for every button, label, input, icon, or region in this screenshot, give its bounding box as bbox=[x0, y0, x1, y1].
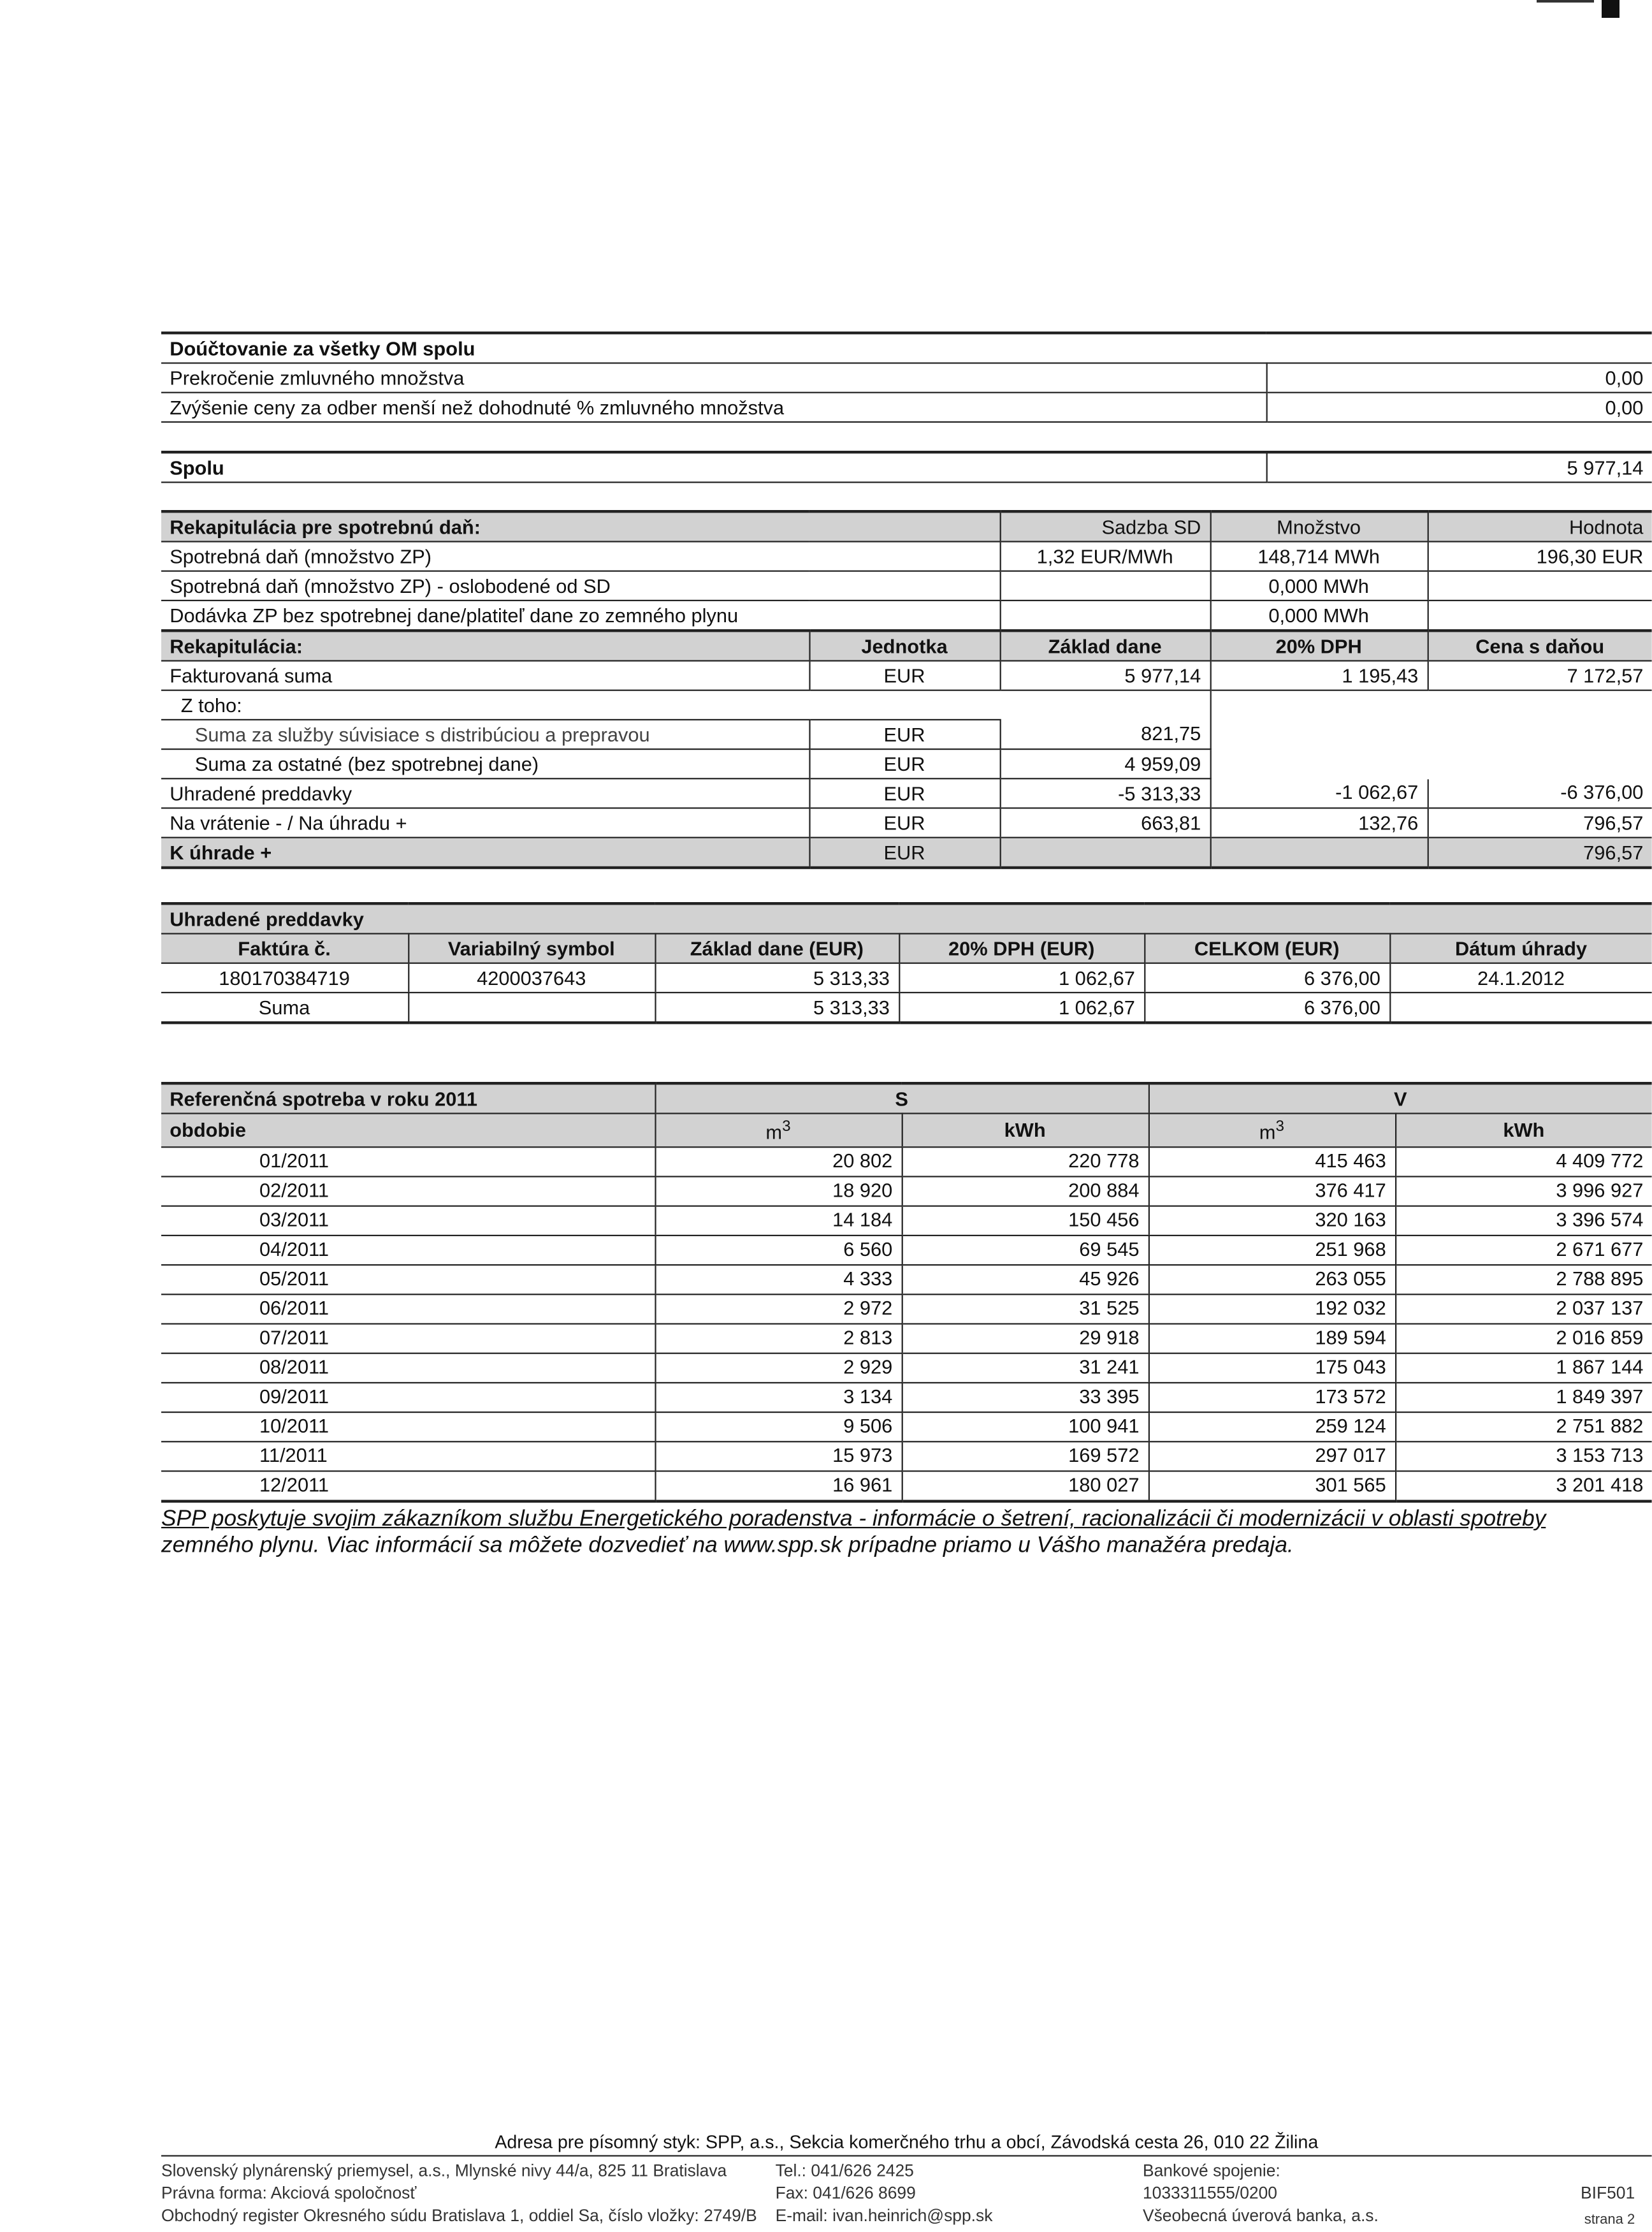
reference-value: 2 037 137 bbox=[1395, 1294, 1652, 1324]
settlement-title: Doúčtovanie za všetky OM spolu bbox=[161, 333, 1652, 363]
reference-period: 06/2011 bbox=[161, 1294, 655, 1324]
excise-row-qty: 0,000 MWh bbox=[1210, 601, 1428, 631]
excise-qty-header: Množstvo bbox=[1210, 511, 1428, 541]
reference-period: 03/2011 bbox=[161, 1206, 655, 1235]
reference-value: 4 409 772 bbox=[1395, 1147, 1652, 1176]
recap-dist-unit: EUR bbox=[809, 720, 999, 749]
footer-company: Slovenský plynárenský priemysel, a.s., Mlynské nivy 44/a, 825 11 Bratislava bbox=[161, 2161, 727, 2180]
recap-paid-vat: -1 062,67 bbox=[1210, 778, 1428, 808]
footer-bank-name: Všeobecná úverová banka, a.s. bbox=[1143, 2205, 1379, 2226]
reference-table bbox=[161, 1082, 1652, 1502]
recap-refund-label: Na vrátenie - / Na úhradu + bbox=[161, 808, 809, 838]
reference-value: 2 788 895 bbox=[1395, 1264, 1652, 1294]
recap-other-label: Suma za ostatné (bez spotrebnej dane) bbox=[161, 749, 809, 778]
reference-row bbox=[161, 1471, 1652, 1501]
reference-value: 14 184 bbox=[655, 1206, 901, 1235]
reference-value: 2 671 677 bbox=[1395, 1235, 1652, 1264]
settlement-row-label: Zvýšenie ceny za odber menší než dohodnuté % zmluvného množstva bbox=[161, 393, 1266, 422]
reference-value: 263 055 bbox=[1148, 1264, 1395, 1294]
reference-value: 175 043 bbox=[1148, 1353, 1395, 1382]
advances-table bbox=[161, 902, 1652, 1024]
recap-paid-base: -5 313,33 bbox=[1000, 778, 1210, 808]
reference-unit-kwh: kWh bbox=[902, 1114, 1148, 1147]
recap-dist-label: Suma za služby súvisiace s distribúciou a prepravou bbox=[161, 720, 809, 749]
advances-cell: 5 313,33 bbox=[655, 963, 899, 993]
excise-rate-header: Sadzba SD bbox=[1000, 511, 1210, 541]
settlement-row-value: 0,00 bbox=[1266, 393, 1652, 422]
footer-email: E-mail: ivan.heinrich@spp.sk bbox=[775, 2205, 993, 2226]
recap-invoiced-label: Fakturovaná suma bbox=[161, 661, 809, 690]
excise-row-qty: 148,714 MWh bbox=[1210, 542, 1428, 571]
recap-due-label: K úhrade + bbox=[161, 838, 809, 868]
reference-period: 09/2011 bbox=[161, 1382, 655, 1411]
reference-value: 31 525 bbox=[902, 1294, 1148, 1324]
reference-value: 15 973 bbox=[655, 1441, 901, 1471]
notice-line-1: SPP poskytuje svojim zákazníkom službu Energetického poradenstva - informácie o šetrení, racionalizácii či modernizácii v oblasti spotreby bbox=[161, 1507, 1546, 1531]
reference-value: 6 560 bbox=[655, 1235, 901, 1264]
reference-unit-kwh: kWh bbox=[1395, 1114, 1652, 1147]
excise-row-value bbox=[1428, 601, 1652, 631]
footer-form-code: BIF501 bbox=[1581, 2183, 1635, 2203]
reference-value: 1 849 397 bbox=[1395, 1382, 1652, 1411]
reference-row bbox=[161, 1382, 1652, 1411]
advances-cell: 1 062,67 bbox=[899, 963, 1144, 993]
excise-row-rate: 1,32 EUR/MWh bbox=[1000, 542, 1210, 571]
excise-value-header: Hodnota bbox=[1428, 511, 1652, 541]
reference-value: 189 594 bbox=[1148, 1324, 1395, 1353]
advances-sum-cell: 1 062,67 bbox=[899, 993, 1144, 1023]
reference-value: 3 134 bbox=[655, 1382, 901, 1411]
recap-refund-total: 796,57 bbox=[1428, 808, 1652, 838]
recap-total-header: Cena s daňou bbox=[1428, 631, 1652, 660]
reference-value: 29 918 bbox=[902, 1324, 1148, 1353]
advances-sum-cell: 6 376,00 bbox=[1144, 993, 1389, 1023]
reference-period: 10/2011 bbox=[161, 1411, 655, 1441]
scan-edge-line bbox=[1537, 0, 1594, 3]
reference-row bbox=[161, 1353, 1652, 1382]
footer-page-number: strana 2 bbox=[1584, 2212, 1635, 2228]
reference-value: 3 996 927 bbox=[1395, 1176, 1652, 1206]
reference-value: 2 972 bbox=[655, 1294, 901, 1324]
advances-col-vat: 20% DPH (EUR) bbox=[899, 934, 1144, 963]
footer-bank-label: Bankové spojenie: bbox=[1143, 2161, 1280, 2180]
reference-row bbox=[161, 1264, 1652, 1294]
recap-due-unit: EUR bbox=[809, 838, 999, 868]
recap-table bbox=[161, 510, 1652, 869]
reference-value: 320 163 bbox=[1148, 1206, 1395, 1235]
reference-value: 45 926 bbox=[902, 1264, 1148, 1294]
advances-sum-cell bbox=[1389, 993, 1651, 1023]
reference-value: 2 016 859 bbox=[1395, 1324, 1652, 1353]
reference-value: 33 395 bbox=[902, 1382, 1148, 1411]
advances-col-vs: Variabilný symbol bbox=[408, 934, 655, 963]
footer-address: Adresa pre písomný styk: SPP, a.s., Sekcia komerčného trhu a obcí, Závodská cesta 26, 010 22 Žilina bbox=[161, 2131, 1652, 2157]
reference-row bbox=[161, 1235, 1652, 1264]
settlement-table bbox=[161, 332, 1652, 483]
reference-value: 69 545 bbox=[902, 1235, 1148, 1264]
reference-value: 4 333 bbox=[655, 1264, 901, 1294]
excise-row-rate bbox=[1000, 601, 1210, 631]
reference-value: 200 884 bbox=[902, 1176, 1148, 1206]
recap-invoiced-total: 7 172,57 bbox=[1428, 661, 1652, 690]
advances-col-total: CELKOM (EUR) bbox=[1144, 934, 1389, 963]
reference-period: 07/2011 bbox=[161, 1324, 655, 1353]
excise-row-rate bbox=[1000, 571, 1210, 601]
excise-row-label: Spotrebná daň (množstvo ZP) - oslobodené od SD bbox=[161, 571, 1000, 601]
reference-value: 192 032 bbox=[1148, 1294, 1395, 1324]
footer-legal: Právna forma: Akciová spoločnosť bbox=[161, 2183, 417, 2203]
excise-row-value: 196,30 EUR bbox=[1428, 542, 1652, 571]
settlement-row-label: Prekročenie zmluvného množstva bbox=[161, 363, 1266, 393]
footer-register: Obchodný register Okresného súdu Bratislava 1, oddiel Sa, číslo vložky: 2749/B bbox=[161, 2205, 757, 2226]
recap-dist-base: 821,75 bbox=[1000, 720, 1210, 749]
reference-group-s: S bbox=[655, 1083, 1148, 1113]
recap-of-which: Z toho: bbox=[161, 690, 1210, 720]
advances-col-date: Dátum úhrady bbox=[1389, 934, 1651, 963]
recap-paid-label: Uhradené preddavky bbox=[161, 778, 809, 808]
reference-value: 3 201 418 bbox=[1395, 1471, 1652, 1501]
advances-sum-cell: 5 313,33 bbox=[655, 993, 899, 1023]
excise-title: Rekapitulácia pre spotrebnú daň: bbox=[161, 511, 1000, 541]
reference-value: 1 867 144 bbox=[1395, 1353, 1652, 1382]
recap-paid-unit: EUR bbox=[809, 778, 999, 808]
recap-other-base: 4 959,09 bbox=[1000, 749, 1210, 778]
reference-row bbox=[161, 1147, 1652, 1176]
notice-line-2: zemného plynu. Viac informácií sa môžete dozvedieť na www.spp.sk prípadne priamo u Vášho manažéra predaja. bbox=[161, 1534, 1294, 1558]
recap-title: Rekapitulácia: bbox=[161, 631, 809, 660]
reference-value: 3 153 713 bbox=[1395, 1441, 1652, 1471]
reference-value: 3 396 574 bbox=[1395, 1206, 1652, 1235]
advances-title: Uhradené preddavky bbox=[161, 903, 1652, 933]
reference-value: 2 751 882 bbox=[1395, 1411, 1652, 1441]
advances-sum-cell bbox=[408, 993, 655, 1023]
reference-value: 169 572 bbox=[902, 1441, 1148, 1471]
reference-value: 259 124 bbox=[1148, 1411, 1395, 1441]
advances-col-invoice: Faktúra č. bbox=[161, 934, 408, 963]
advances-cell: 180170384719 bbox=[161, 963, 408, 993]
reference-value: 297 017 bbox=[1148, 1441, 1395, 1471]
reference-period-header: obdobie bbox=[161, 1114, 655, 1147]
recap-base-header: Základ dane bbox=[1000, 631, 1210, 660]
advances-cell: 6 376,00 bbox=[1144, 963, 1389, 993]
footer-fax: Fax: 041/626 8699 bbox=[775, 2183, 916, 2203]
recap-invoiced-base: 5 977,14 bbox=[1000, 661, 1210, 690]
recap-vat-header: 20% DPH bbox=[1210, 631, 1428, 660]
reference-value: 415 463 bbox=[1148, 1147, 1395, 1176]
footer-bank-account: 1033311555/0200 bbox=[1143, 2183, 1277, 2203]
reference-period: 02/2011 bbox=[161, 1176, 655, 1206]
excise-row-label: Dodávka ZP bez spotrebnej dane/platiteľ dane zo zemného plynu bbox=[161, 601, 1000, 631]
recap-refund-base: 663,81 bbox=[1000, 808, 1210, 838]
recap-due-total: 796,57 bbox=[1428, 838, 1652, 868]
reference-unit-m3: $m^3$ bbox=[1148, 1114, 1395, 1147]
recap-other-unit: EUR bbox=[809, 749, 999, 778]
reference-period: 01/2011 bbox=[161, 1147, 655, 1176]
reference-row bbox=[161, 1441, 1652, 1471]
advances-sum-cell: Suma bbox=[161, 993, 408, 1023]
reference-title: Referenčná spotreba v roku 2011 bbox=[161, 1083, 655, 1113]
reference-row bbox=[161, 1294, 1652, 1324]
reference-value: 9 506 bbox=[655, 1411, 901, 1441]
reference-value: 18 920 bbox=[655, 1176, 901, 1206]
reference-row bbox=[161, 1206, 1652, 1235]
advances-col-base: Základ dane (EUR) bbox=[655, 934, 899, 963]
reference-period: 05/2011 bbox=[161, 1264, 655, 1294]
reference-period: 04/2011 bbox=[161, 1235, 655, 1264]
recap-invoiced-unit: EUR bbox=[809, 661, 999, 690]
reference-unit-m3: $m^3$ bbox=[655, 1114, 901, 1147]
settlement-total-label: Spolu bbox=[161, 452, 1266, 482]
reference-value: 150 456 bbox=[902, 1206, 1148, 1235]
footer-tel: Tel.: 041/626 2425 bbox=[775, 2161, 914, 2180]
reference-value: 100 941 bbox=[902, 1411, 1148, 1441]
reference-value: 220 778 bbox=[902, 1147, 1148, 1176]
excise-row-label: Spotrebná daň (množstvo ZP) bbox=[161, 542, 1000, 571]
reference-value: 251 968 bbox=[1148, 1235, 1395, 1264]
reference-row bbox=[161, 1176, 1652, 1206]
reference-value: 16 961 bbox=[655, 1471, 901, 1501]
reference-value: 2 929 bbox=[655, 1353, 901, 1382]
recap-unit-header: Jednotka bbox=[809, 631, 999, 660]
reference-value: 20 802 bbox=[655, 1147, 901, 1176]
reference-value: 180 027 bbox=[902, 1471, 1148, 1501]
reference-group-v: V bbox=[1148, 1083, 1652, 1113]
excise-row-qty: 0,000 MWh bbox=[1210, 571, 1428, 601]
reference-row bbox=[161, 1411, 1652, 1441]
scan-edge-mark bbox=[1602, 0, 1619, 18]
excise-row-value bbox=[1428, 571, 1652, 601]
recap-invoiced-vat: 1 195,43 bbox=[1210, 661, 1428, 690]
advances-cell: 4200037643 bbox=[408, 963, 655, 993]
recap-refund-vat: 132,76 bbox=[1210, 808, 1428, 838]
reference-value: 301 565 bbox=[1148, 1471, 1395, 1501]
advances-cell: 24.1.2012 bbox=[1389, 963, 1651, 993]
reference-period: 11/2011 bbox=[161, 1441, 655, 1471]
reference-row bbox=[161, 1324, 1652, 1353]
reference-period: 08/2011 bbox=[161, 1353, 655, 1382]
reference-period: 12/2011 bbox=[161, 1471, 655, 1501]
reference-value: 173 572 bbox=[1148, 1382, 1395, 1411]
settlement-total-value: 5 977,14 bbox=[1266, 452, 1652, 482]
settlement-row-value: 0,00 bbox=[1266, 363, 1652, 393]
reference-value: 31 241 bbox=[902, 1353, 1148, 1382]
reference-value: 2 813 bbox=[655, 1324, 901, 1353]
recap-refund-unit: EUR bbox=[809, 808, 999, 838]
reference-value: 376 417 bbox=[1148, 1176, 1395, 1206]
recap-paid-total: -6 376,00 bbox=[1428, 778, 1652, 808]
